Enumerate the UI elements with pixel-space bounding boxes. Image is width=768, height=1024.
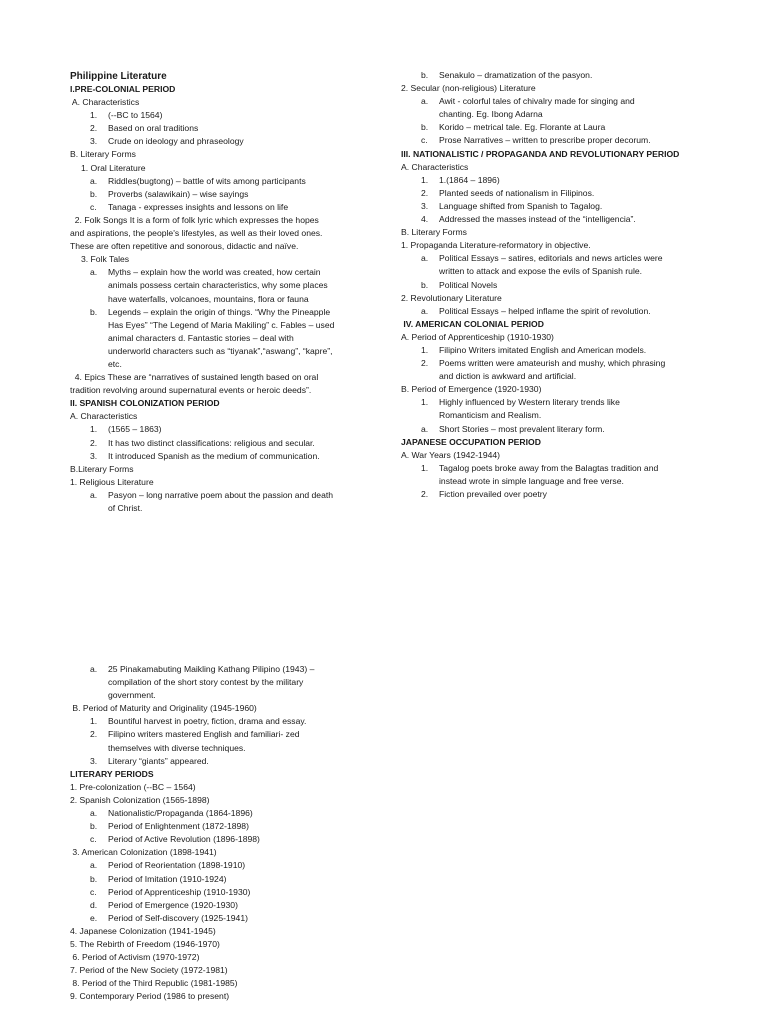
- text-line: [401, 121, 701, 134]
- text-line: [70, 345, 400, 358]
- list-marker: 3.: [90, 755, 98, 766]
- text-line: [70, 689, 400, 702]
- line-text: 3. Folk Tales: [81, 254, 130, 265]
- list-marker: a.: [421, 305, 429, 316]
- line-text: 3. American Colonization (1898-1941): [70, 847, 217, 858]
- list-marker: 2.: [421, 358, 429, 369]
- list-marker: a.: [421, 96, 429, 107]
- text-line: [70, 201, 400, 214]
- text-line: [401, 239, 701, 252]
- text-line: [401, 344, 701, 357]
- line-text: chanting. Eg. Ibong Adarna: [439, 109, 543, 120]
- line-text: It introduced Spanish as the medium of communication.: [108, 450, 320, 461]
- line-text: 1. Pre-colonization (--BC – 1564): [70, 781, 196, 792]
- list-marker: a.: [421, 253, 429, 264]
- line-text: A. Period of Apprenticeship (1910-1930): [401, 331, 554, 342]
- text-line: [70, 214, 400, 227]
- line-text: II. SPANISH COLONIZATION PERIOD: [70, 398, 220, 409]
- list-marker: 1.: [90, 716, 98, 727]
- line-text: B. Period of Emergence (1920-1930): [401, 384, 542, 395]
- line-text: These are often repetitive and sonorous, didactic and naïve.: [70, 241, 299, 252]
- line-text: 2. Spanish Colonization (1565-1898): [70, 794, 210, 805]
- line-text: 8. Period of the Third Republic (1981-1985): [70, 978, 238, 989]
- text-line: [70, 410, 400, 423]
- text-line: [70, 122, 400, 135]
- line-text: Bountiful harvest in poetry, fiction, drama and essay.: [108, 716, 307, 727]
- line-text: animals possess certain characteristics, why some places: [108, 280, 328, 291]
- text-line: [70, 833, 400, 846]
- list-marker: 1.: [90, 424, 98, 435]
- line-text: 9. Contemporary Period (1986 to present): [70, 991, 230, 1002]
- text-line: [70, 358, 400, 371]
- text-line: [70, 437, 400, 450]
- text-line: [70, 964, 400, 977]
- line-text: It has two distinct classifications: religious and secular.: [108, 437, 315, 448]
- text-line: [70, 240, 400, 253]
- text-line: [70, 96, 400, 109]
- text-line: [70, 188, 400, 201]
- line-text: and diction is awkward and artificial.: [439, 371, 577, 382]
- list-marker: 2.: [421, 489, 429, 499]
- line-text: LITERARY PERIODS: [70, 768, 154, 779]
- line-text: Political Novels: [439, 279, 498, 290]
- line-text: 2. Revolutionary Literature: [401, 292, 502, 303]
- list-marker: b.: [90, 821, 98, 832]
- line-text: Language shifted from Spanish to Tagalog.: [439, 200, 603, 211]
- line-text: written to attack and expose the evils of Spanish rule.: [439, 266, 643, 277]
- text-line: [70, 676, 400, 689]
- line-text: Highly influenced by Western literary trends like: [439, 397, 620, 408]
- text-line: [70, 873, 400, 886]
- text-line: [70, 148, 400, 161]
- line-text: Political Essays – helped inflame the spirit of revolution.: [439, 305, 651, 316]
- line-text: 7. Period of the New Society (1972-1981): [70, 965, 228, 976]
- line-text: B.Literary Forms: [70, 463, 134, 474]
- line-text: I.PRE-COLONIAL PERIOD: [70, 84, 176, 94]
- list-marker: b.: [421, 279, 429, 290]
- text-line: [401, 174, 701, 187]
- section-heading: [70, 83, 400, 96]
- line-text: B. Literary Forms: [401, 227, 467, 238]
- text-line: [70, 109, 400, 122]
- line-text: Senakulo – dramatization of the pasyon.: [439, 70, 593, 80]
- text-line: [401, 475, 701, 488]
- line-text: III. NATIONALISTIC / PROPAGANDA AND REVOLUTIONARY PERIOD: [401, 148, 680, 159]
- list-marker: a.: [90, 175, 98, 186]
- line-text: Filipino Writers imitated English and American models.: [439, 344, 647, 355]
- line-text: Myths – explain how the world was created, how certain: [108, 267, 321, 278]
- text-line: [70, 728, 400, 741]
- line-text: underworld characters such as “tiyanak”,“aswang”, “kapre”,: [108, 345, 333, 356]
- list-marker: 1.: [421, 344, 429, 355]
- line-text: IV. AMERICAN COLONIAL PERIOD: [401, 318, 544, 329]
- text-line: [70, 463, 400, 476]
- text-line: [70, 990, 400, 1003]
- text-line: [401, 396, 701, 409]
- line-text: Crude on ideology and phraseology: [108, 136, 244, 147]
- text-line: [70, 925, 400, 938]
- list-marker: 2.: [90, 123, 98, 134]
- line-text: Korido – metrical tale. Eg. Florante at Laura: [439, 122, 606, 133]
- line-text: Proverbs (salawikain) – wise sayings: [108, 188, 249, 199]
- text-line: [70, 755, 400, 768]
- line-text: have waterfalls, volcanoes, mountains, flora or fauna: [108, 293, 309, 304]
- list-marker: b.: [90, 188, 98, 199]
- line-text: etc.: [108, 358, 122, 369]
- text-line: [70, 781, 400, 794]
- line-text: (1565 – 1863): [108, 424, 162, 435]
- text-line: [70, 384, 400, 397]
- list-marker: b.: [421, 70, 429, 80]
- line-text: Short Stories – most prevalent literary form.: [439, 423, 605, 434]
- list-marker: 3.: [90, 136, 98, 147]
- line-text: Political Essays – satires, editorials and news articles were: [439, 253, 663, 264]
- text-line: [70, 306, 400, 319]
- line-text: B. Period of Maturity and Originality (1945-1960): [70, 703, 257, 714]
- text-line: [70, 332, 400, 345]
- text-line: [70, 899, 400, 912]
- list-marker: 1.: [421, 462, 429, 473]
- text-line: [401, 200, 701, 213]
- list-marker: 2.: [421, 187, 429, 198]
- text-line: [401, 488, 701, 501]
- text-line: [70, 266, 400, 279]
- text-line: [70, 938, 400, 951]
- line-text: 4. Epics These are “narratives of sustained length based on oral: [70, 372, 319, 383]
- text-line: [401, 331, 701, 344]
- list-marker: b.: [90, 873, 98, 884]
- text-line: [70, 742, 400, 755]
- text-line: [70, 162, 400, 175]
- list-marker: 1.: [90, 110, 98, 121]
- line-text: Nationalistic/Propaganda (1864-1896): [108, 808, 253, 819]
- list-marker: c.: [90, 201, 97, 212]
- line-text: Has Eyes” “The Legend of Maria Makiling” c. Fables – used: [108, 319, 335, 330]
- text-line: [401, 265, 701, 278]
- list-marker: 1.: [421, 397, 429, 408]
- line-text: Prose Narratives – written to prescribe proper decorum.: [439, 135, 651, 146]
- text-line: [70, 227, 400, 240]
- line-text: Period of Apprenticeship (1910-1930): [108, 886, 251, 897]
- line-text: 25 Pinakamabuting Maikling Kathang Pilipino (1943) –: [108, 664, 315, 674]
- list-marker: 3.: [421, 200, 429, 211]
- text-line: [401, 213, 701, 226]
- list-marker: a.: [421, 423, 429, 434]
- text-line: [70, 859, 400, 872]
- right-column: [401, 69, 701, 501]
- text-line: [70, 293, 400, 306]
- line-text: themselves with diverse techniques.: [108, 742, 246, 753]
- line-text: Period of Emergence (1920-1930): [108, 899, 238, 910]
- line-text: Planted seeds of nationalism in Filipinos.: [439, 187, 595, 198]
- text-line: [70, 175, 400, 188]
- text-line: [401, 370, 701, 383]
- bottom-column: [70, 663, 400, 1003]
- line-text: Poems written were amateurish and mushy, which phrasing: [439, 358, 666, 369]
- text-line: [401, 226, 701, 239]
- text-line: [401, 423, 701, 436]
- list-marker: e.: [90, 912, 98, 923]
- line-text: A. Characteristics: [70, 97, 140, 108]
- text-line: [70, 371, 400, 384]
- list-marker: b.: [421, 122, 429, 133]
- line-text: Filipino writers mastered English and familiari- zed: [108, 729, 300, 740]
- line-text: 1. Religious Literature: [70, 476, 154, 487]
- text-line: [401, 108, 701, 121]
- text-line: [401, 462, 701, 475]
- line-text: animal characters d. Fantastic stories – deal with: [108, 332, 294, 343]
- list-marker: a.: [90, 267, 98, 278]
- text-line: [401, 252, 701, 265]
- text-line: [401, 187, 701, 200]
- text-line: [401, 292, 701, 305]
- text-line: [401, 409, 701, 422]
- line-text: instead wrote in simple language and free verse.: [439, 475, 624, 486]
- left-column: [70, 70, 400, 515]
- list-marker: d.: [90, 899, 98, 910]
- line-text: Tagalog poets broke away from the Balagtas tradition and: [439, 462, 659, 473]
- line-text: A. Characteristics: [401, 161, 469, 172]
- line-text: Addressed the masses instead of the “intelligencia”.: [439, 214, 636, 225]
- text-line: [70, 820, 400, 833]
- line-text: 5. The Rebirth of Freedom (1946-1970): [70, 938, 220, 949]
- line-text: Philippine Literature: [70, 71, 167, 82]
- text-line: [70, 886, 400, 899]
- text-line: [70, 794, 400, 807]
- line-text: 4. Japanese Colonization (1941-1945): [70, 925, 216, 936]
- text-line: [70, 319, 400, 332]
- text-line: [70, 476, 400, 489]
- list-marker: c.: [90, 834, 97, 845]
- list-marker: 1.: [421, 174, 429, 185]
- list-marker: a.: [90, 808, 98, 819]
- line-text: Period of Self-discovery (1925-1941): [108, 912, 248, 923]
- list-marker: c.: [421, 135, 428, 146]
- text-line: [401, 161, 701, 174]
- text-line: [70, 977, 400, 990]
- list-marker: a.: [90, 489, 98, 500]
- text-line: [401, 134, 701, 147]
- text-line: [70, 135, 400, 148]
- text-line: [401, 279, 701, 292]
- line-text: B. Literary Forms: [70, 149, 136, 160]
- text-line: [70, 663, 400, 676]
- line-text: Period of Imitation (1910-1924): [108, 873, 227, 884]
- section-heading: [401, 436, 701, 449]
- line-text: government.: [108, 690, 156, 701]
- text-line: [70, 807, 400, 820]
- text-line: [70, 253, 400, 266]
- line-text: compilation of the short story contest by the military: [108, 677, 304, 688]
- section-heading: [401, 318, 701, 331]
- text-line: [70, 450, 400, 463]
- line-text: Legends – explain the origin of things. “Why the Pineapple: [108, 306, 331, 317]
- document-title: [70, 70, 400, 83]
- line-text: A. War Years (1942-1944): [401, 449, 501, 460]
- text-line: [70, 846, 400, 859]
- line-text: 1. Propaganda Literature-reformatory in objective.: [401, 240, 591, 251]
- section-heading: [401, 148, 701, 161]
- line-text: tradition revolving around supernatural events or heroic deeds”.: [70, 385, 312, 396]
- text-line: [70, 279, 400, 292]
- line-text: (--BC to 1564): [108, 110, 163, 121]
- line-text: Awit - colorful tales of chivalry made for singing and: [439, 96, 635, 107]
- list-marker: 2.: [90, 437, 98, 448]
- text-line: [70, 423, 400, 436]
- line-text: JAPANESE OCCUPATION PERIOD: [401, 436, 541, 447]
- line-text: Fiction prevailed over poetry: [439, 489, 547, 499]
- line-text: Literary “giants” appeared.: [108, 755, 209, 766]
- list-marker: b.: [90, 306, 98, 317]
- text-line: [401, 82, 701, 95]
- text-line: [401, 357, 701, 370]
- list-marker: a.: [90, 664, 98, 674]
- text-line: [401, 305, 701, 318]
- line-text: Period of Reorientation (1898-1910): [108, 860, 246, 871]
- line-text: Period of Enlightenment (1872-1898): [108, 821, 249, 832]
- line-text: 2. Folk Songs It is a form of folk lyric which expresses the hopes: [70, 214, 319, 225]
- text-line: [70, 702, 400, 715]
- list-marker: 2.: [90, 729, 98, 740]
- line-text: Based on oral traditions: [108, 123, 199, 134]
- section-heading: [70, 397, 400, 410]
- line-text: Period of Active Revolution (1896-1898): [108, 834, 260, 845]
- list-marker: a.: [90, 860, 98, 871]
- list-marker: c.: [90, 886, 97, 897]
- section-heading: [70, 768, 400, 781]
- line-text: of Christ.: [108, 503, 143, 513]
- line-text: Tanaga - expresses insights and lessons on life: [108, 201, 289, 212]
- text-line: [70, 951, 400, 964]
- text-line: [70, 912, 400, 925]
- text-line: [401, 95, 701, 108]
- text-line: [401, 383, 701, 396]
- line-text: 2. Secular (non-religious) Literature: [401, 83, 536, 94]
- line-text: A. Characteristics: [70, 411, 138, 422]
- list-marker: 3.: [90, 450, 98, 461]
- line-text: 1. Oral Literature: [81, 162, 146, 173]
- text-line: [70, 715, 400, 728]
- text-line: [401, 69, 701, 82]
- line-text: 6. Period of Activism (1970-1972): [70, 952, 200, 963]
- text-line: [70, 489, 400, 502]
- text-line: [401, 449, 701, 462]
- line-text: Pasyon – long narrative poem about the passion and death: [108, 489, 334, 500]
- line-text: Romanticism and Realism.: [439, 410, 542, 421]
- line-text: and aspirations, the people's lifestyles, as well as their loved ones.: [70, 228, 323, 239]
- text-line: [70, 502, 400, 515]
- list-marker: 4.: [421, 214, 429, 225]
- line-text: 1.(1864 – 1896): [439, 174, 500, 185]
- line-text: Riddles(bugtong) – battle of wits among participants: [108, 175, 306, 186]
